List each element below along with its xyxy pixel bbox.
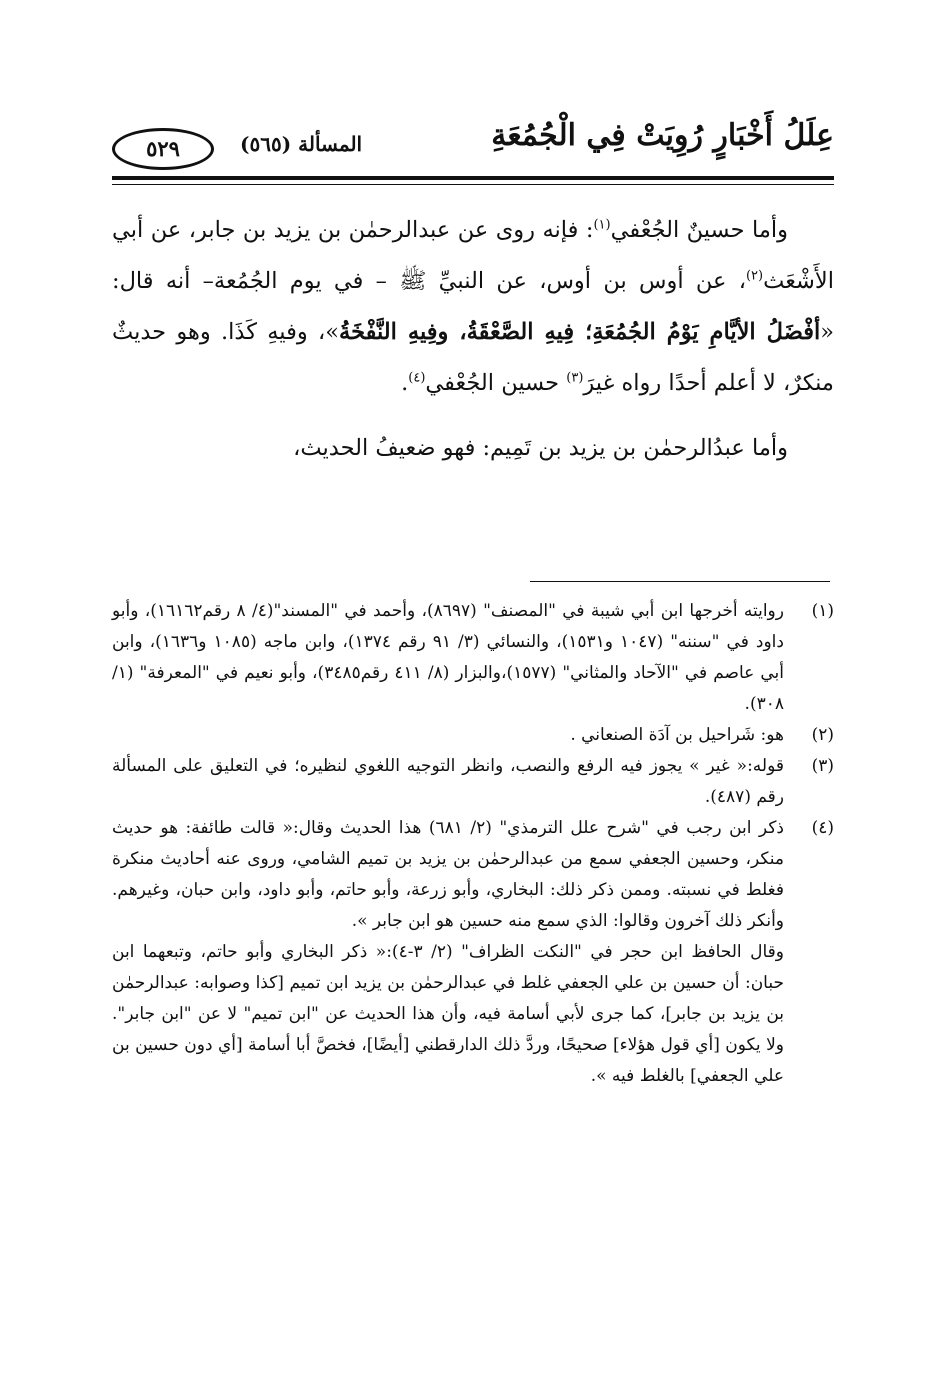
text-segment: . [401,370,409,396]
header-rule-thin [112,184,834,185]
issue-label: المسألة (٥٦٥) [240,132,363,156]
footnote-number: (١) [811,601,834,621]
footnote [112,813,834,1092]
paragraph-1 [112,205,834,409]
footnote-ref-4: (٤) [408,370,426,386]
main-text [112,205,834,474]
text-segment: : فإنه روى عن عبدالرحمٰن بن يزيد بن جابر، عن أبي الأَشْعَث [112,217,834,294]
footnote-number: (٣) [811,756,834,776]
book-title: عِلَلُ أَخْبَارٍ رُوِيَتْ فِي الْجُمُعَةِ [491,118,834,153]
footnote-number: (٤) [811,818,834,838]
footnote-ref-1: (١) [593,217,611,233]
footnote-text: قوله:« غير » يجوز فيه الرفع والنصب، وانظر التوجيه اللغوي لنظيره؛ في التعليق على المسألة رقم (٤٨٧). [112,756,784,807]
text-segment: »، وفيهِ كَذَا. وهو حديثٌ منكرٌ، لا أعلم أحدًا رواه غيرَ [112,319,834,396]
header-rule-thick [112,176,834,180]
paragraph-2: وأما عبدُالرحمٰن بن يزيد بن تَمِيم: فهو ضعيفُ الحديث، [293,435,788,461]
text-segment: حسين الجُعْفي [425,370,567,396]
footnote-text: ذكر ابن رجب في "شرح علل الترمذي" (٢/ ٦٨١) هذا الحديث وقال:« قالت طائفة: هو حديث منكر، وحسين الجعفي سمع من عبدالرحمٰن بن يزيد بن تميم الشامي، وروى عنه أحاديث منكرة فغلط في نسبته. وممن ذكر ذلك: البخاري، وأبو زرعة، وأبو حاتم، وأبو داود، وابن حبان، وغيرهم. وأنكر ذلك آخرون وقالوا: الذي سمع منه حسين هو ابن جابر ». [112,818,784,931]
footnote-ref-3: (٣) [566,370,584,386]
footnote-separator [530,581,830,582]
footnote-number: (٢) [811,725,834,745]
footnote-ref-2: (٢) [745,268,764,284]
page-header [112,110,834,180]
footnote [112,596,834,720]
footnote [112,720,834,751]
hadith-quote: أفْضَلُ الأيَّامِ يَوْمُ الجُمُعَةِ؛ فِيهِ الصَّعْقَةُ، وفِيهِ النَّفْخَةُ [339,319,821,345]
footnote-text: هو: شَراحيل بن آدَة الصنعاني . [570,725,784,745]
footnotes [112,596,834,1092]
footnote-text-continued: وقال الحافظ ابن حجر في "النكت الظراف" (٢/ ٣-٤):« ذكر البخاري وأبو حاتم، وتبعهما ابن حبان: أن حسين بن علي الجعفي غلط في عبدالرحمٰن بن يزيد ابن تميم [كذا وصوابه: عبدالرحمٰن بن يزيد بن جابر]، كما جرى لأبي أسامة فيه، وأن هذا الحديث عن "ابن تميم" لا عن "ابن جابر". ولا يكون [أي قول هؤلاء] صحيحًا، وردَّ ذلك الدارقطني [أيضًا]، فخصَّ أبا أسامة [أي دون حسين بن علي الجعفي] بالغلط فيه ». [112,942,785,1086]
text-segment: ، عن أوس بن أوس، عن النبيِّ ﷺ – في يوم الجُمُعة– أنه قال: « [112,268,834,345]
footnote [112,751,834,813]
text-segment: وأما حسينٌ الجُعْفي [610,217,788,243]
footnote-text: روايته أخرجها ابن أبي شيبة في "المصنف" (٨٦٩٧)، وأحمد في "المسند"(٤/ ٨ رقم١٦١٦٢)، وأبو داود في "سننه" (١٠٤٧ و١٥٣١)، والنسائي (٣/ ٩١ رقم ١٣٧٤)، وابن ماجه (١٠٨٥ و١٦٣٦)، وابن أبي عاصم في "الآحاد والمثاني" (١٥٧٧)،والبزار (٨/ ٤١١ رقم٣٤٨٥)، وأبو نعيم في "المعرفة" (١/ ٣٠٨). [112,601,784,714]
page-number: ٥٢٩ [112,128,214,170]
